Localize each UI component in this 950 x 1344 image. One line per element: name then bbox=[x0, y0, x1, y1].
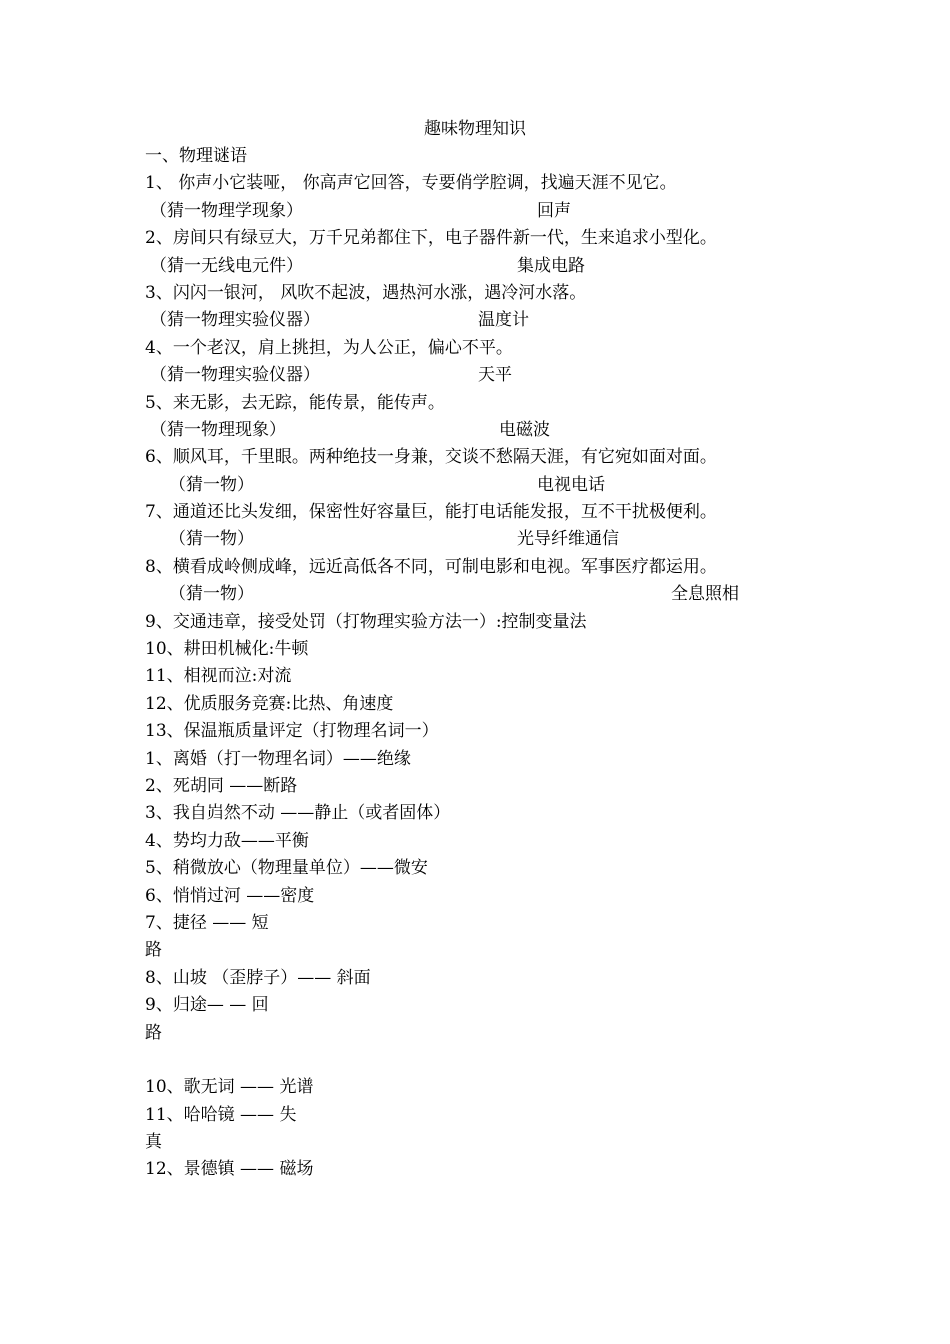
list-item: 12、优质服务竞赛:比热、角速度 bbox=[145, 693, 394, 714]
riddle-hint: （猜一物） bbox=[169, 529, 254, 550]
list-item: 3、我自岿然不动 ——静止（或者固体） bbox=[145, 803, 451, 824]
list-item: 1、离婚（打一物理名词）——绝缘 bbox=[145, 748, 411, 769]
riddle-answer: 回声 bbox=[537, 200, 571, 221]
riddle-hint: （猜一物理实验仪器） bbox=[150, 310, 320, 331]
riddle-question: 3、闪闪一银河， 风吹不起波，遇热河水涨，遇冷河水落。 bbox=[145, 282, 587, 303]
riddle-question: 4、一个老汉，肩上挑担，为人公正，偏心不平。 bbox=[145, 337, 513, 358]
riddle-answer-line bbox=[145, 362, 805, 389]
section-heading: 一、物理谜语 bbox=[145, 146, 247, 166]
list-item: 7、捷径 —— 短 bbox=[145, 912, 269, 933]
riddle-answer-line bbox=[145, 198, 805, 225]
riddle-answer: 光导纤维通信 bbox=[517, 529, 619, 550]
riddle-answer: 温度计 bbox=[478, 310, 529, 331]
riddle-question: 2、房间只有绿豆大，万千兄弟都住下，电子器件新一代，生来追求小型化。 bbox=[145, 228, 717, 249]
riddle-answer: 全息照相 bbox=[671, 584, 739, 605]
list-item: 6、悄悄过河 ——密度 bbox=[145, 885, 315, 906]
list-item: 9、归途— — 回 bbox=[145, 995, 269, 1016]
riddle-answer-line bbox=[145, 253, 805, 280]
list-item: 9、交通违章，接受处罚（打物理实验方法一）:控制变量法 bbox=[145, 611, 587, 632]
riddle-answer: 电视电话 bbox=[537, 474, 605, 495]
riddle-question: 7、通道还比头发细，保密性好容量巨，能打电话能发报，互不干扰极便利。 bbox=[145, 502, 717, 523]
list-item: 13、保温瓶质量评定（打物理名词一） bbox=[145, 721, 439, 742]
list-item: 5、稍微放心（物理量单位）——微安 bbox=[145, 858, 428, 879]
riddle-hint: （猜一物） bbox=[169, 474, 254, 495]
riddle-hint: （猜一物理现象） bbox=[150, 419, 286, 440]
document-body bbox=[145, 143, 805, 1184]
riddle-answer-line bbox=[145, 472, 805, 499]
riddle-question: 8、横看成岭侧成峰，远近高低各不同，可制电影和电视。军事医疗都运用。 bbox=[145, 556, 717, 577]
list-item-continuation: 真 bbox=[145, 1132, 162, 1153]
riddle-question: 6、顺风耳，千里眼。两种绝技一身兼，交谈不愁隔天涯，有它宛如面对面。 bbox=[145, 447, 717, 468]
riddle-hint: （猜一物理学现象） bbox=[150, 200, 303, 221]
list-item: 11、相视而泣:对流 bbox=[145, 666, 292, 687]
riddle-hint: （猜一无线电元件） bbox=[150, 255, 303, 276]
riddle-answer-line bbox=[145, 581, 805, 608]
riddle-answer-line bbox=[145, 526, 805, 553]
riddle-answer: 电磁波 bbox=[499, 419, 550, 440]
list-item: 12、景德镇 —— 磁场 bbox=[145, 1159, 314, 1180]
list-item: 10、歌无词 —— 光谱 bbox=[145, 1077, 314, 1098]
list-item: 11、哈哈镜 —— 失 bbox=[145, 1104, 297, 1125]
riddle-answer-line bbox=[145, 417, 805, 444]
list-item: 2、死胡同 ——断路 bbox=[145, 775, 298, 796]
list-item-continuation: 路 bbox=[145, 1022, 162, 1043]
list-item: 10、耕田机械化:牛顿 bbox=[145, 639, 309, 660]
riddle-hint: （猜一物） bbox=[169, 584, 254, 605]
riddle-question: 1、 你声小它装哑， 你高声它回答，专要俏学腔调，找遍天涯不见它。 bbox=[145, 173, 677, 194]
blank-line bbox=[145, 1047, 805, 1074]
riddle-answer-line bbox=[145, 307, 805, 334]
list-item-continuation: 路 bbox=[145, 940, 162, 961]
riddle-answer: 天平 bbox=[478, 365, 512, 386]
riddle-answer: 集成电路 bbox=[517, 255, 585, 276]
riddle-hint: （猜一物理实验仪器） bbox=[150, 365, 320, 386]
list-item: 4、势均力敌——平衡 bbox=[145, 830, 309, 851]
document-title: 趣味物理知识 bbox=[424, 119, 526, 139]
riddle-question: 5、来无影，去无踪，能传景，能传声。 bbox=[145, 392, 445, 413]
list-item: 8、山坡 （歪脖子）—— 斜面 bbox=[145, 967, 371, 988]
